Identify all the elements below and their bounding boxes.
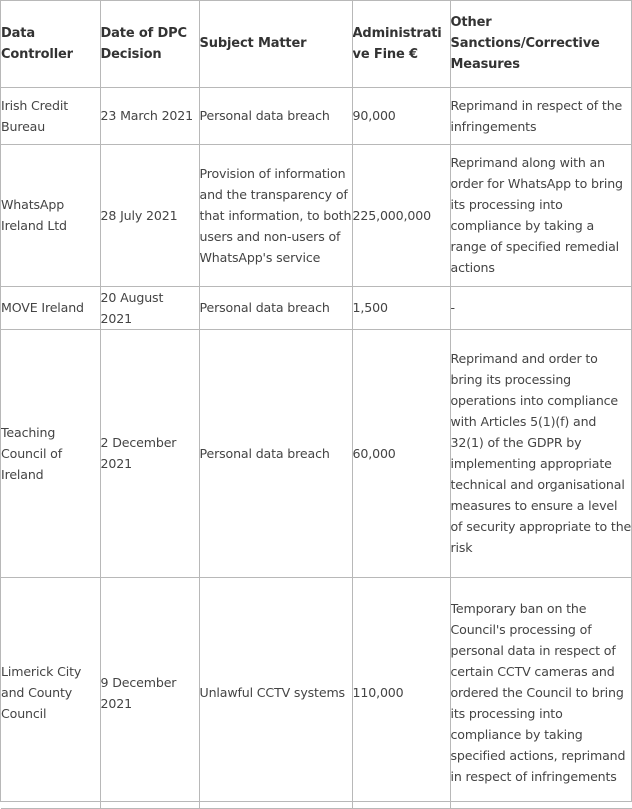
cell-fine: 225,000,000 [352, 144, 450, 286]
header-administrative-fine: Administrative Fine € [352, 1, 450, 87]
cell-decision-date: 28 July 2021 [100, 144, 199, 286]
cell-data-controller: Limerick City and County Council [1, 577, 100, 808]
cell-sanctions: Reprimand in respect of the infringements [450, 87, 632, 144]
cell-sanctions: Temporary ban on the Council's processing of personal data in respect of certain CCTV cameras and ordered the Council to bring its processing into compliance by taking specified actions, reprimand in respect of infringements [450, 577, 632, 808]
table-row [1, 286, 632, 329]
table-row [1, 87, 632, 144]
cell-fine: 90,000 [352, 87, 450, 144]
cell-decision-date: 9 December 2021 [100, 577, 199, 808]
cell-sanctions: Reprimand along with an order for WhatsApp to bring its processing into compliance by taking a range of specified remedial actions [450, 144, 632, 286]
cell-subject-matter: Personal data breach [199, 87, 352, 144]
table-row [1, 577, 632, 808]
cell-data-controller: MOVE Ireland [1, 286, 100, 329]
cell-sanctions: Reprimand and order to bring its processing operations into compliance with Articles 5(1)(f) and 32(1) of the GDPR by implementing appropriate technical and organisational measures to ensure a level of security appropriate to the risk [450, 329, 632, 577]
cell-sanctions: - [450, 286, 632, 329]
cell-subject-matter: Personal data breach [199, 286, 352, 329]
cell-data-controller: Teaching Council of Ireland [1, 329, 100, 577]
cell-decision-date: 20 August 2021 [100, 286, 199, 329]
cell-decision-date: 23 March 2021 [100, 87, 199, 144]
cell-subject-matter: Personal data breach [199, 329, 352, 577]
cell-decision-date: 2 December 2021 [100, 329, 199, 577]
header-data-controller: Data Controller [1, 1, 100, 87]
table-row [1, 329, 632, 577]
cell-fine: 1,500 [352, 286, 450, 329]
cell-subject-matter: Unlawful CCTV systems [199, 577, 352, 808]
dpc-decisions-table [1, 1, 632, 809]
header-subject-matter: Subject Matter [199, 1, 352, 87]
cell-data-controller: Irish Credit Bureau [1, 87, 100, 144]
table-row [1, 144, 632, 286]
header-other-sanctions: Other Sanctions/Corrective Measures [450, 1, 632, 87]
header-date-of-decision: Date of DPC Decision [100, 1, 199, 87]
cell-fine: 110,000 [352, 577, 450, 808]
cell-fine: 60,000 [352, 329, 450, 577]
table-header-row [1, 1, 632, 87]
cell-data-controller: WhatsApp Ireland Ltd [1, 144, 100, 286]
cell-subject-matter: Provision of information and the transparency of that information, to both users and non-users of WhatsApp's service [199, 144, 352, 286]
